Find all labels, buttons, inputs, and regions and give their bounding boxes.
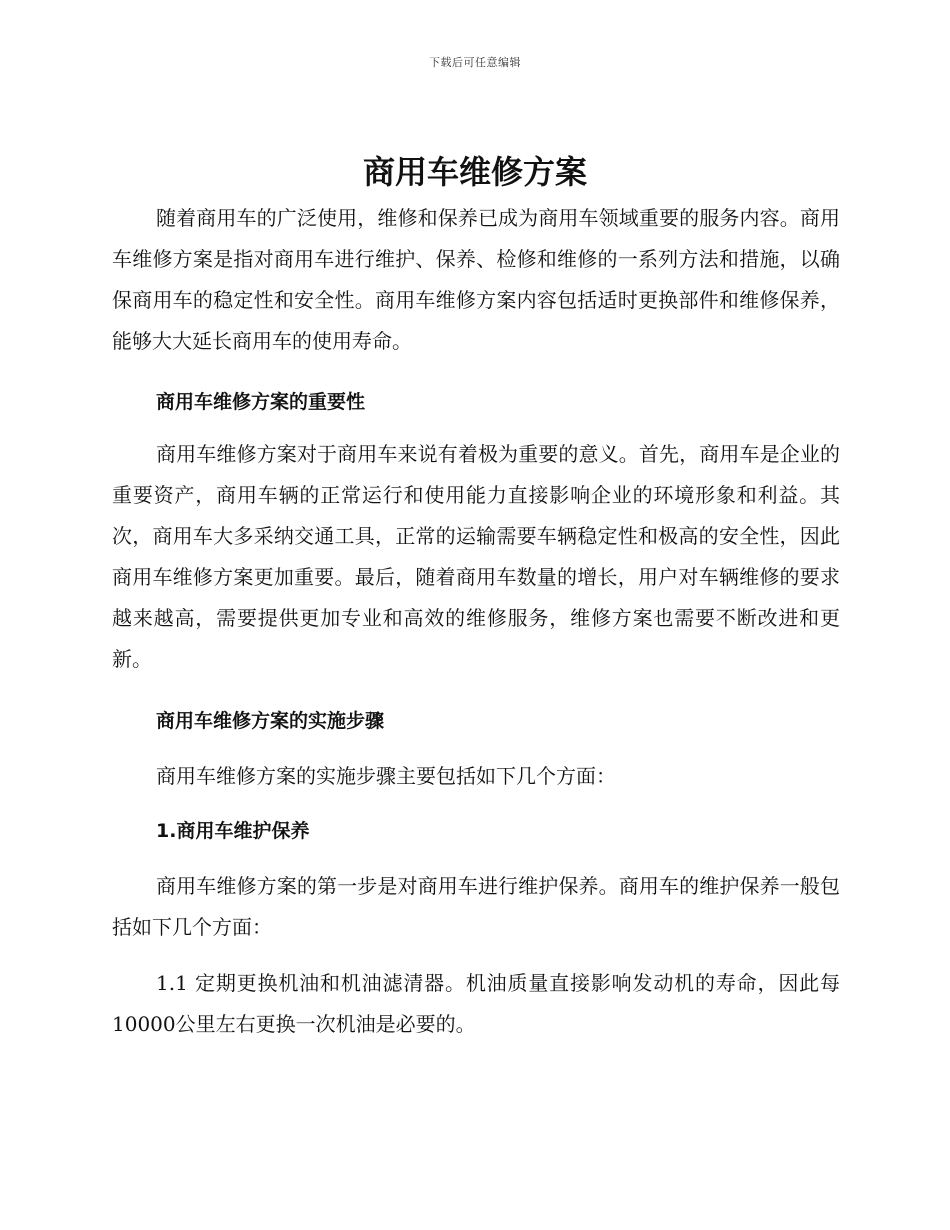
list-item-1-1: 1.1 定期更换机油和机油滤清器。机油质量直接影响发动机的寿命，因此每10000公里左右更换一次机油是必要的。: [112, 971, 840, 1036]
steps-heading: 商用车维修方案的实施步骤: [156, 710, 385, 732]
intro-paragraph: 随着商用车的广泛使用，维修和保养已成为商用车领域重要的服务内容。商用车维修方案是指对商用车进行维护、保养、检修和维修的一系列方法和措施，以确保商用车的稳定性和安全性。商用车维修方案内容包括适时更换部件和维修保养，能够大大延长商用车的使用寿命。: [112, 206, 840, 353]
steps-intro-paragraph: 商用车维修方案的实施步骤主要包括如下几个方面：: [156, 764, 616, 788]
maintenance-intro-paragraph: 商用车维修方案的第一步是对商用车进行维护保养。商用车的维护保养一般包括如下几个方面：: [112, 874, 840, 939]
header-note: 下载后可任意编辑: [429, 56, 521, 69]
document-title: 商用车维修方案: [362, 153, 587, 191]
importance-heading: 商用车维修方案的重要性: [156, 391, 366, 413]
maintenance-heading: 1.商用车维护保养: [156, 820, 310, 842]
importance-paragraph: 商用车维修方案对于商用车来说有着极为重要的意义。首先，商用车是企业的重要资产，商用车辆的正常运行和使用能力直接影响企业的环境形象和利益。其次，商用车大多采纳交通工具，正常的运输需要车辆稳定性和极高的安全性，因此商用车维修方案更加重要。最后，随着商用车数量的增长，用户对车辆维修的要求越来越高，需要提供更加专业和高效的维修服务，维修方案也需要不断改进和更新。: [112, 442, 840, 671]
